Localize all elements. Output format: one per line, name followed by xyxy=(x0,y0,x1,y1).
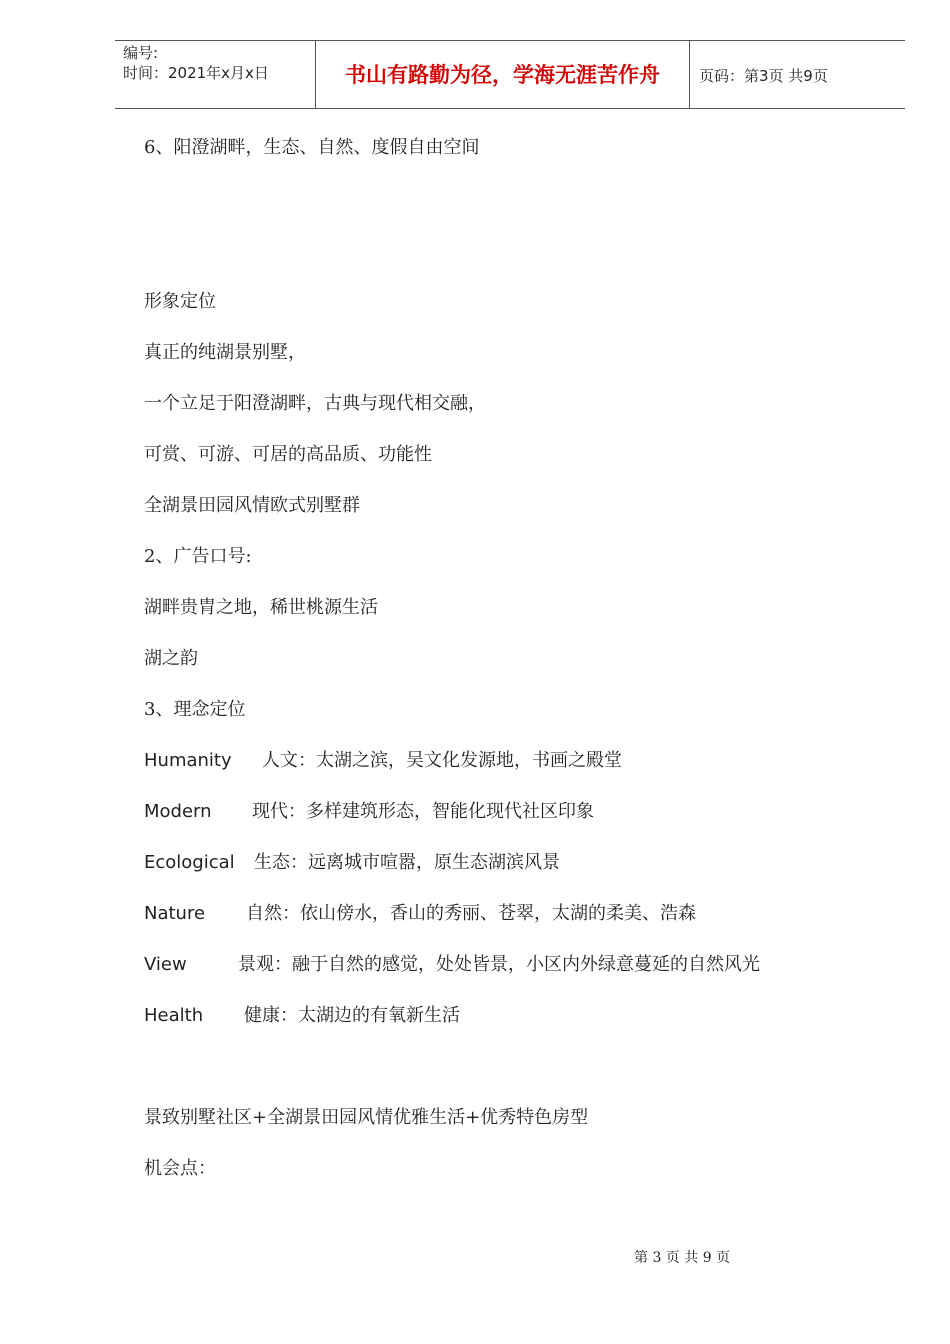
concept-row xyxy=(144,1004,460,1028)
concept-description: 健康：太湖边的有氧新生活 xyxy=(244,1005,460,1026)
header-page-info: 页码：第3页 共9页 xyxy=(699,67,828,85)
concept-row xyxy=(144,749,622,773)
concept-description: 现代：多样建筑形态，智能化现代社区印象 xyxy=(252,801,594,822)
opportunity-heading: 机会点： xyxy=(144,1158,216,1179)
document-number-label: 编号: xyxy=(123,44,159,62)
concept-english-term: Humanity xyxy=(144,750,232,771)
concept-description: 生态：远离城市喧嚣，原生态湖滨风景 xyxy=(254,852,560,873)
header-motto-cell xyxy=(316,41,690,108)
concept-english-term: Ecological xyxy=(144,852,235,873)
slogan-1: 湖畔贵胄之地，稀世桃源生活 xyxy=(144,597,378,618)
page-footer: 第 3 页 共 9 页 xyxy=(634,1250,731,1266)
concept-row xyxy=(144,953,760,977)
item-2-heading: 2、广告口号: xyxy=(144,546,252,567)
header-motto: 书山有路勤为径，学海无涯苦作舟 xyxy=(345,63,660,87)
header-page-cell xyxy=(690,41,905,108)
image-line-2: 一个立足于阳澄湖畔，古典与现代相交融， xyxy=(144,393,486,414)
slogan-2: 湖之韵 xyxy=(144,648,198,669)
concept-english-term: Health xyxy=(144,1005,204,1026)
summary-text: 景致别墅社区+全湖景田园风情优雅生活+优秀特色房型 xyxy=(144,1107,589,1128)
image-line-4: 全湖景田园风情欧式别墅群 xyxy=(144,495,360,516)
document-time-label: 时间：2021年x月x日 xyxy=(123,64,269,82)
concept-description: 人文：太湖之滨，吴文化发源地，书画之殿堂 xyxy=(262,750,622,771)
document-header xyxy=(115,40,905,109)
image-positioning-heading: 形象定位 xyxy=(144,291,216,312)
header-meta-cell xyxy=(115,41,316,108)
concept-row xyxy=(144,902,696,926)
item-6-text: 6、阳澄湖畔，生态、自然、度假自由空间 xyxy=(144,137,480,158)
concept-english-term: Modern xyxy=(144,801,212,822)
image-line-1: 真正的纯湖景别墅， xyxy=(144,342,306,363)
item-3-heading: 3、理念定位 xyxy=(144,699,246,720)
concept-row xyxy=(144,800,594,824)
concept-row xyxy=(144,851,560,875)
concept-english-term: Nature xyxy=(144,903,206,924)
concept-description: 景观：融于自然的感觉，处处皆景，小区内外绿意蔓延的自然风光 xyxy=(238,954,760,975)
concept-english-term: View xyxy=(144,954,187,975)
concept-description: 自然：依山傍水，香山的秀丽、苍翠，太湖的柔美、浩森 xyxy=(246,903,696,924)
image-line-3: 可赏、可游、可居的高品质、功能性 xyxy=(144,444,432,465)
